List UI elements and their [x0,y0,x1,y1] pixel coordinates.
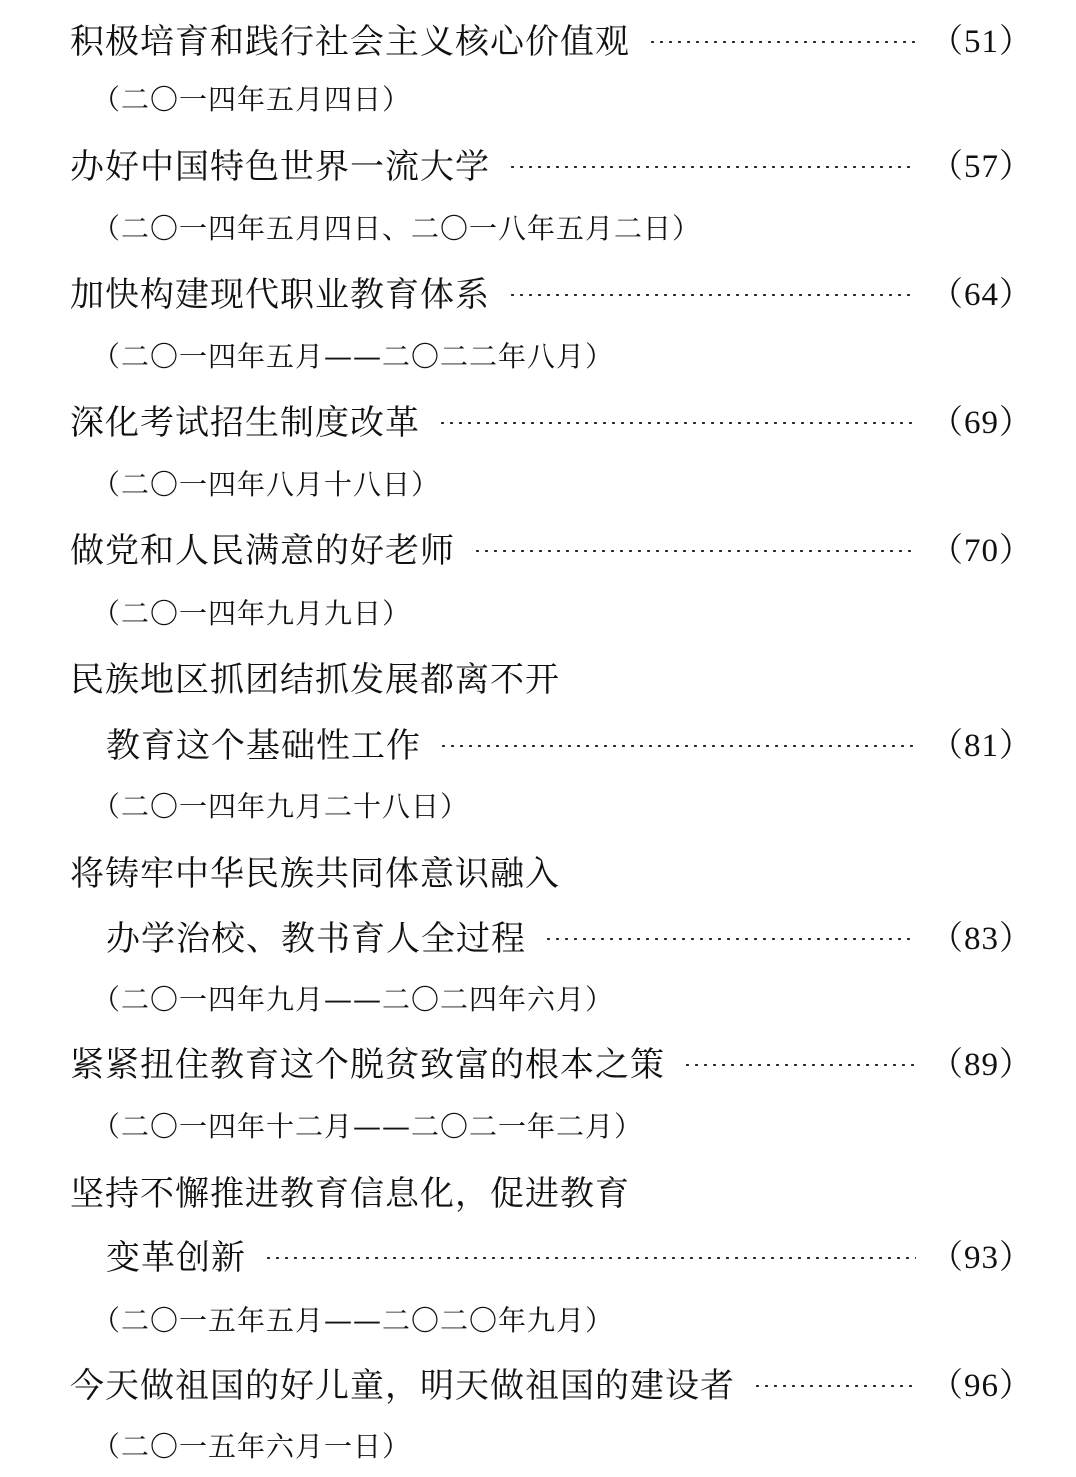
entry-title-text: 变革创新 [106,1237,246,1278]
entry-title-text: 加快构建现代职业教育体系 [70,274,490,315]
page-number: （51） [930,23,1033,60]
entry-date-text: （二〇一四年五月四日、二〇一八年五月二日） [92,212,702,245]
toc-entry-date [0,966,1076,1030]
page-number: （93） [930,1239,1033,1276]
toc-entry-title-cont[interactable] [0,903,1076,967]
dot-leader [473,550,916,552]
toc-entry-title[interactable] [0,515,1076,579]
toc-entry-date [0,66,1076,130]
dot-leader [648,41,916,43]
page-number: （57） [930,148,1033,185]
dot-leader [753,1385,916,1387]
toc-entry-title-cont[interactable] [0,710,1076,774]
toc-entry-title[interactable] [0,131,1076,195]
page-number: （83） [930,920,1033,957]
entry-date-text: （二〇一四年九月——二〇二四年六月） [92,983,615,1016]
entry-title-text: 深化考试招生制度改革 [70,402,420,443]
toc-entry-title[interactable] [0,387,1076,451]
page-number: （96） [930,1367,1033,1404]
entry-title-text: 教育这个基础性工作 [106,725,421,766]
toc-entry-date [0,323,1076,387]
entry-date-text: （二〇一四年十二月——二〇二一年二月） [92,1110,644,1143]
entry-title-text: 今天做祖国的好儿童，明天做祖国的建设者 [70,1365,735,1406]
page-number: （89） [930,1046,1033,1083]
toc-entry-date [0,195,1076,259]
page-number: （64） [930,276,1033,313]
dot-leader [683,1064,916,1066]
entry-title-text: 积极培育和践行社会主义核心价值观 [70,21,630,62]
toc-entry-date [0,773,1076,837]
toc-entry-title[interactable] [0,1350,1076,1414]
dot-leader [544,938,916,940]
entry-title-text: 民族地区抓团结抓发展都离不开 [70,659,560,700]
toc-entry-date [0,1093,1076,1157]
page-number: （70） [930,532,1033,569]
entry-title-text: 将铸牢中华民族共同体意识融入 [70,853,560,894]
toc-entry-title[interactable] [0,644,1076,708]
dot-leader [439,745,916,747]
toc-entry-title[interactable] [0,259,1076,323]
toc-entry-title[interactable] [0,1029,1076,1093]
dot-leader [508,294,916,296]
entry-date-text: （二〇一五年六月一日） [92,1430,412,1463]
toc-entry-date [0,1413,1076,1477]
entry-date-text: （二〇一四年九月九日） [92,597,412,630]
dot-leader [508,166,916,168]
entry-title-text: 紧紧扭住教育这个脱贫致富的根本之策 [70,1044,665,1085]
entry-title-text: 办好中国特色世界一流大学 [70,146,490,187]
toc-entry-title-cont[interactable] [0,1222,1076,1286]
entry-date-text: （二〇一四年八月十八日） [92,468,441,501]
toc-entry-date [0,580,1076,644]
entry-title-text: 做党和人民满意的好老师 [70,530,455,571]
toc-entry-title[interactable] [0,838,1076,902]
entry-date-text: （二〇一四年五月——二〇二二年八月） [92,340,615,373]
toc-entry-title[interactable] [0,1158,1076,1222]
entry-date-text: （二〇一五年五月——二〇二〇年九月） [92,1304,615,1337]
toc-entry-date [0,451,1076,515]
entry-title-text: 坚持不懈推进教育信息化，促进教育 [70,1173,630,1214]
entry-title-text: 办学治校、教书育人全过程 [106,918,526,959]
dot-leader [264,1257,916,1259]
page-number: （69） [930,404,1033,441]
entry-date-text: （二〇一四年五月四日） [92,83,412,116]
page-number: （81） [930,727,1033,764]
entry-date-text: （二〇一四年九月二十八日） [92,790,470,823]
toc-entry-title[interactable] [0,6,1076,70]
dot-leader [438,422,916,424]
toc-entry-date [0,1287,1076,1351]
